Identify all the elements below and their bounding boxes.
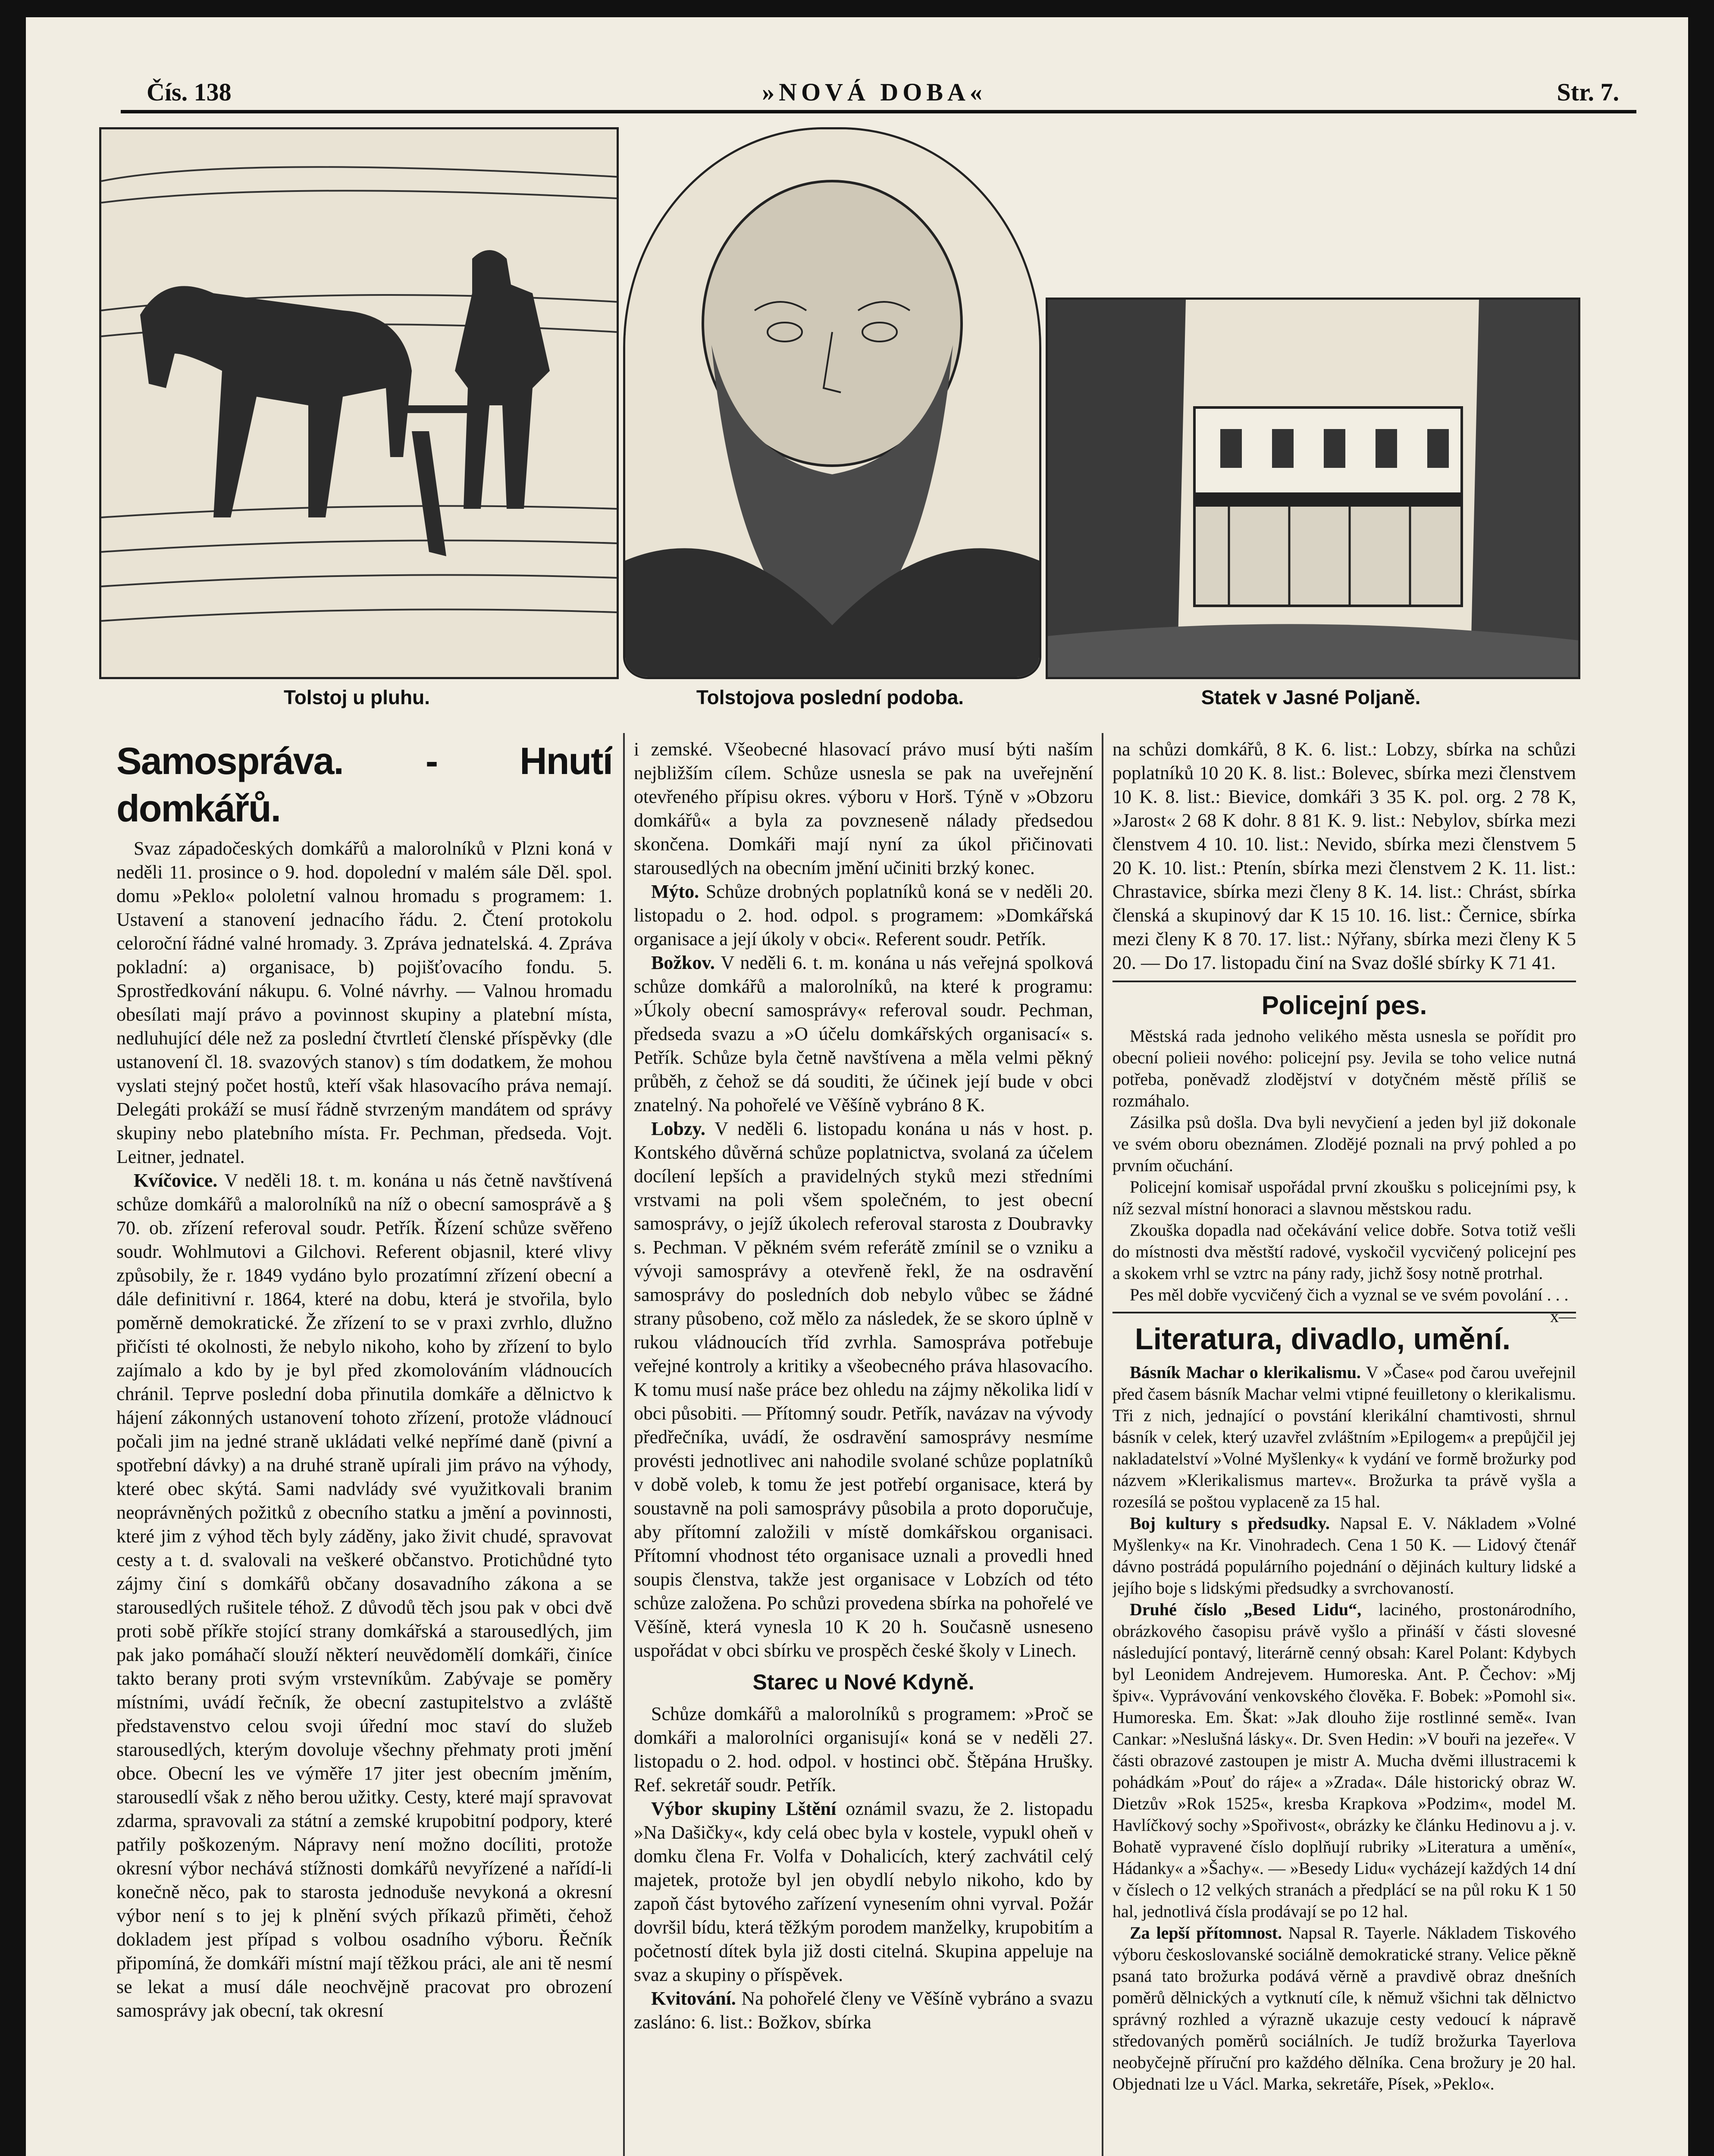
place-kvicovice: Kvíčovice.: [134, 1170, 218, 1191]
place-myto: Mýto.: [651, 881, 699, 902]
heading-policejni-pes: Policejní pes.: [1261, 991, 1427, 1020]
police-dog-p1: Městská rada jednoho velikého města usnesla se pořídit pro obecní polieii nového: policejní psy. Jevila se toho velice nutná potřeba, poněvadž zlodějství v dotyčném městě příliš se rozmáhalo.: [1112, 1026, 1576, 1110]
column-1: [116, 737, 612, 2156]
engraving-yasnaya-polyana: [1046, 298, 1580, 679]
article-kvicovice-cont: i zemské. Všeobecné hlasovací právo musí býti naším nejbližším cílem. Schůze usnesla se pak na uveřejnění otevřeného přípisu okres. výboru v Horš. Týně v »Obzoru domkářů« a byla za povzneseně nálady předsedou skončena. Domkáři mají nyní za úkol přičinovati starousedlých na obecním jmění učiniti brzký konec.: [634, 739, 1093, 878]
police-dog-p5: Pes měl dobře vycvičený čich a vyznal se ve svém povolání . . .: [1130, 1285, 1569, 1304]
article-lepsi-pritomnost: Napsal R. Tayerle. Nákladem Tiskového výboru českoslovanské sociálně demokratické strany. Velice pěkně psaná tato brožurka podává věrně a pravdivě obraz dnešních poměrů dělnických a vytknutí cíle, k němuž všichni tak dělnictvo správný rozhled a výrazně ukazuje cesty vedoucí k nápravě středovaných poměrů sociálních. Je tudíž brožurka Tayerlova neobyčejně příruční pro každého dělníka. Cena brožury je 20 hal. Objednati lze u Václ. Marka, sekretáře, Písek, »Peklo«.: [1112, 1923, 1576, 2093]
column-2: [634, 737, 1093, 2156]
headline-samosprava: Samospráva. - Hnutí domkářů.: [116, 740, 612, 830]
portrait-tolstoy: [623, 127, 1041, 679]
police-dog-p2: Zásilka psů došla. Dva byli nevyčiení a jeden byl již dokonale ve svém oboru obeznámen. Zlodějé poznali na prvý pohled a po prvním očuchání.: [1112, 1112, 1576, 1175]
article-kvitovani-cont: na schůzi domkářů, 8 K. 6. list.: Lobzy, sbírka na schůzi poplatníků 10 20 K. 8. list.: Bolevec, sbírka mezi členstvem 10 K. 8. list.: Bievice, domkáři 3 35 K. pol. org. 2 78 K, »Jarost« 2 68 K dohr. 8 81 K. 9. list.: Nebylov, sbírka mezi členstvem 4 10. 10. list.: Nevido, sbírka mezi členstvem 5 20 K. 10. list.: Ptenín, sbírka mezi členstvem 2 K. 11. list.: Chrastavice, sbírka mezi členy 8 K. 14. list.: Chrást, sbírka členská a skupinový dar K 15 10. 16. list.: Černice, sbírka mezi členy K 8 70. 17. list.: Nýřany, sbírka mezi členy K 5 20. — Do 17. listopadu činí na Svaz došlé sbírky K 71 41.: [1112, 739, 1576, 973]
article-lobzy: V neděli 6. listopadu konána u nás v host. p. Kontského důvěrná schůze poplatnictva, svolaná za účelem docílení lepších a pravidelných styků mezi středními vrstvami na poli všem společném, to jest obecní samosprávy, o jejíž úkolech referoval starosta z Doubravky s. Pechman. V pěkném svém referátě zmínil se o vzniku a vývoji samosprávy a otevřeně řekl, že na osdravění samosprávy do posledních dob nebylo vůbec se žádné strany působeno, což mělo za následek, že se skoro úplně v rukou vládnoucích tříd zvrhla. Samospráva potřebuje veřejné kontroly a kritiky a všeobecného práva hlasovacího. K tomu musí naše práce bez ohledu na zájmy několika lidí v obci působiti. — Přítomný soudr. Petřík, navázav na vývody předřečníka, uvádí, že osdravění samosprávy nesmíme provésti jednotlivec ani nahodile svolané schůze poplatníků v době voleb, k tomu že jest potřebí organisace, která by soustavně na poli samosprávy působila a proto doporučuje, aby přítomní založili v místě domkářskou organisaci. Přítomní vhodnost této organisace uznali a provedli hned soupis členstva, takže jest organisace v Lobzích od této schůze založena. Po schůzi provedena sbírka na pohořelé ve Věšíně, která vynesla 10 K 20 h. Současně usneseno uspořádat v obci sbírku ve prospěch české školy v Linech.: [634, 1118, 1093, 1661]
masthead-title: »NOVÁ DOBA«: [762, 78, 987, 106]
lead-kvitovani: Kvitování.: [651, 1988, 736, 2009]
section-rule: [1112, 981, 1576, 982]
header-rule: [121, 110, 1636, 113]
place-bozkov: Božkov.: [651, 952, 715, 973]
author-signature: x—: [1550, 1307, 1576, 1326]
heading-literatura: Literatura, divadlo, umění.: [1134, 1322, 1511, 1356]
article-svaz-notice: Svaz západočeských domkářů a malorolníků v Plzni koná v neděli 11. prosince o 9. hod. dopolední v malém sále Děl. spol. domu »Peklo« pololetní valnou hromadu s programem: 1. Ustavení a stanovení jednacího řádu. 2. Čtení protokolu celoroční řádné valné hromady. 3. Zpráva jednatelská. 4. Zpráva pokladní: a) organisace, b) pojišťovacího fondu. 5. Sprostředkování nákupu. 6. Volné návrhy. — Valnou hromadu obesílati mají právo a povinnost skupiny a platební místa, nedluhující déle než za poslední čtvrtletí členské příspěvky (dle ustanovení čl. 18. svazových stanov) s tím dodatkem, že mohou vyslati stejný počet hostů, kteří však hlasovacího práva nemají. Delegáti prokáží se musí řádně stvrzeným mandátem od správy skupiny nebo platebního místa. Fr. Pechman, předseda. Vojt. Leitner, jednatel.: [116, 838, 612, 1167]
newspaper-page: [26, 17, 1688, 2156]
lead-lepsi-pritomnost: Za lepší přítomnost.: [1130, 1923, 1282, 1943]
caption-tolstoy-plowing: Tolstoj u pluhu.: [284, 686, 430, 708]
caption-tolstoy-portrait: Tolstojova poslední podoba.: [696, 686, 964, 708]
section-rule-2: [1112, 1312, 1576, 1313]
article-bozkov: V neděli 6. t. m. konána u nás veřejná spolková schůze domkářů a malorolníků, na které k programu: »Úkoly obecní samosprávy« referoval soudr. Pechman, předseda svazu a »O účelu domkářských organisací« s. Petřík. Schůze byla četně navštívena a měla velmi pěkný průběh, z čehož se dá souditi, že účinek její bude v obci znatelný. Na pohořelé ve Věšíně vybráno 8 K.: [634, 952, 1093, 1116]
article-besedy-lidu: laciného, prostonárodního, obrázkového časopisu právě vyšlo a přináší v části slovesné následující pontavý, literárně cenný obsah: Karel Polant: Kdybych byl Leonidem Andrejevem. Humoreska. Ant. P. Čechov: »Mj špiv«. Vyprávování venkovského člověka. F. Bobek: »Pomohl si«. Humoreska. Em. Škat: »Jak dlouho žije rostlinné semě«. Ivan Cankar: »Neslušná lásky«. Dr. Sven Hedin: »V bouři na jezeře«. V části obrazové zastoupen je mistr A. Mucha dvěmi illustracemi k pohádkám »Pouť do ráje« a »Zrada«. Dále historický obraz W. Dietzův »Rok 1525«, kresba Krapkova »Podzim«, model M. Havlíčkový sochy »Spořivost«, obrázky ke článku Hedinovu a j. v. Bohatě vypravené číslo doplňují rubriky »Literatura a umění«, Hádanky« a »Šachy«. — »Besedy Lidu« vycházejí každých 14 dní v číslech o 12 velkých stranách a předplácí se na půl roku K 1 50 hal, jednotlivá čísla prodávají se po 12 hal.: [1112, 1600, 1576, 1921]
lead-machar: Básník Machar o klerikalismu.: [1130, 1363, 1361, 1382]
article-boj-kultury: Napsal E. V. Nákladem »Volné Myšlenky« na Kr. Vinohradech. Cena 1 50 K. — Lidový čtenář dávno postrádá populárního pojednání o dějinách kultury lidské a jejího boje s lidskými předsudky a svrchovaností.: [1112, 1514, 1576, 1598]
caption-yasnaya-polyana: Statek v Jasné Poljaně.: [1201, 686, 1421, 708]
page-number: Str. 7.: [1557, 78, 1619, 106]
article-lsteni: oznámil svazu, že 2. listopadu »Na Dašičky«, kdy celá obec byla v kostele, vypukl oheň v domku člena Fr. Volfa v Dohalicích, který zachvátil celý majetek, protože byl jen obydlí nebylo nikoho, kdo by zapoň část bytového zařízení vynesením ohni vyrval. Požár dovršil bídu, která těžkým porodem manželky, krupobitím a početností dítek byla již dosti citelná. Skupina appeluje na svaz a skupiny o příspěvek.: [634, 1798, 1093, 1985]
lead-besedy-lidu: Druhé číslo „Besed Lidu“,: [1130, 1600, 1362, 1619]
page-header: [121, 69, 1628, 116]
heading-starec: Starec u Nové Kdyně.: [752, 1670, 975, 1694]
column-divider-1: [623, 733, 625, 2156]
article-starec: Schůze domkářů a malorolníků s programem: »Proč se domkáři a malorolníci organisují« koná se v neděli 27. listopadu o 2. hod. odpol. v hostinci obč. Štěpána Hrušky. Ref. sekretář soudr. Petřík.: [634, 1703, 1093, 1796]
column-3: [1112, 737, 1576, 2156]
police-dog-p4: Zkouška dopadla nad očekávání velice dobře. Sotva totiž vešli do místnosti dva městští radové, vyskočil vycvičený policejní pes a skokem vrhl se vztrc na pány rady, jichž šosy notně protrhal.: [1112, 1220, 1576, 1283]
police-dog-p3: Policejní komisař uspořádal první zkoušku s policejními psy, k níž sezval místní honoraci a slavnou městskou radu.: [1112, 1177, 1576, 1218]
column-divider-2: [1102, 733, 1103, 2156]
lead-boj-kultury: Boj kultury s předsudky.: [1130, 1514, 1330, 1533]
place-lobzy: Lobzy.: [651, 1118, 705, 1139]
lead-vybor-lsteni: Výbor skupiny Lštění: [651, 1798, 837, 1819]
issue-number: Čís. 138: [147, 78, 232, 106]
article-kvitovani: Na pohořelé členy ve Věšíně vybráno a svazu zasláno: 6. list.: Božkov, sbírka: [634, 1988, 1093, 2033]
engraving-tolstoy-plowing: [99, 127, 619, 679]
article-myto: Schůze drobných poplatníků koná se v neděli 20. listopadu o 2. hod. odpol. s programem: »Domkářská organisace a její úkoly v obci«. Referent soudr. Petřík.: [634, 881, 1093, 950]
article-kvicovice: V neděli 18. t. m. konána u nás četně navštívená schůze domkářů a malorolníků na níž o obecní samosprávě a § 70. ob. zřízení referoval soudr. Petřík. Řízení schůze svěřeno soudr. Wohlmutovi a Gilchovi. Referent objasnil, které vlivy způsobily, že r. 1849 vydáno bylo prozatímní zřízení obecní a dále definitivní r. 1864, které na dobu, která je stvořila, bylo poměrně demokratické. Že zřízení to se v praxi zvrhlo, dlužno přičísti té okolnosti, že nebylo nikoho, koho by zřízení to bylo zajímalo a kdo by je byl před zkomolováním vládnoucích chránil. Teprve poslední doba přinutila domkáře a dělnictvo k hájení zákonných ustanovení tohoto zřízení, protože vládnoucí počali jim na jedné straně ukládati velké nepřímé daně (pivní a spotřební dávky) a na druhé straně upírali jim právo na výhody, které obec skýtá. Sami nadvlády své využitkovali branim neoprávněných požitků z obecního statku a jmění a povinnosti, které jim z výhod těch byly záděny, jako živit chudé, spravovat cesty a t. d. svalovali na veškeré občanstvo. Protichůdné tyto zájmy činí s domkářů občany dosavadního zákona a se starousedlých rušitele téhož. Z důvodů těch jsou pak v obci dvě proti sobě příkře stojící strany domkářská a starousedlých, jim pak jako pomáhačí slouží některí neuvědomělí domkáři, činíce takto berany proti svým vrstevníkům. Zabývaje se poměry místními, uvádí řečník, že obecní zastupitelstvo a zvláště představenstvo celou svoji úřední moc staví do služeb starousedlých, kterým dovoluje všechny přehmaty proti jmění obce. Obecní les ve výměře 17 jiter jest obecním jměním, starousedlí však z něho berou užitky. Cesty, které mají spravovat zdarma, spravovali za státní a zemské krupobitní podpory, které patřily poškozeným. Nápravy není možno docíliti, protože okresní výbor nechává stížnosti domkářů nevyřízené a nařídí-li konečně něco, pak to starosta jednoduše nevykoná a okresní výbor není s to jej k plnění svých příkazů přiměti, čehož dokladem jest případ s volbou osadního výboru. Řečník připomíná, že domkáři místní mají těžkou práci, ale ani tě nesmí se lekat a musí dále neochvějně pracovat pro obrození samosprávy jak obecní, tak okresní: [116, 1170, 612, 2021]
article-machar: V »Čase« pod čarou uveřejnil před časem básník Machar velmi vtipné feuilletony o klerikalismu. Tři z nich, jednající o povstání klerikální chamtivosti, shrnul básník v celek, který uzavřel zvláštním »Epilogem« a prepůjčil jej nakladatelství »Volné Myšlenky« k vydání ve formě brožurky pod názvem »Klerikalismus martev«. Brožurka ta právě vyšla a rozesílá se poštou vyplaceně za 15 hal.: [1112, 1363, 1576, 1511]
